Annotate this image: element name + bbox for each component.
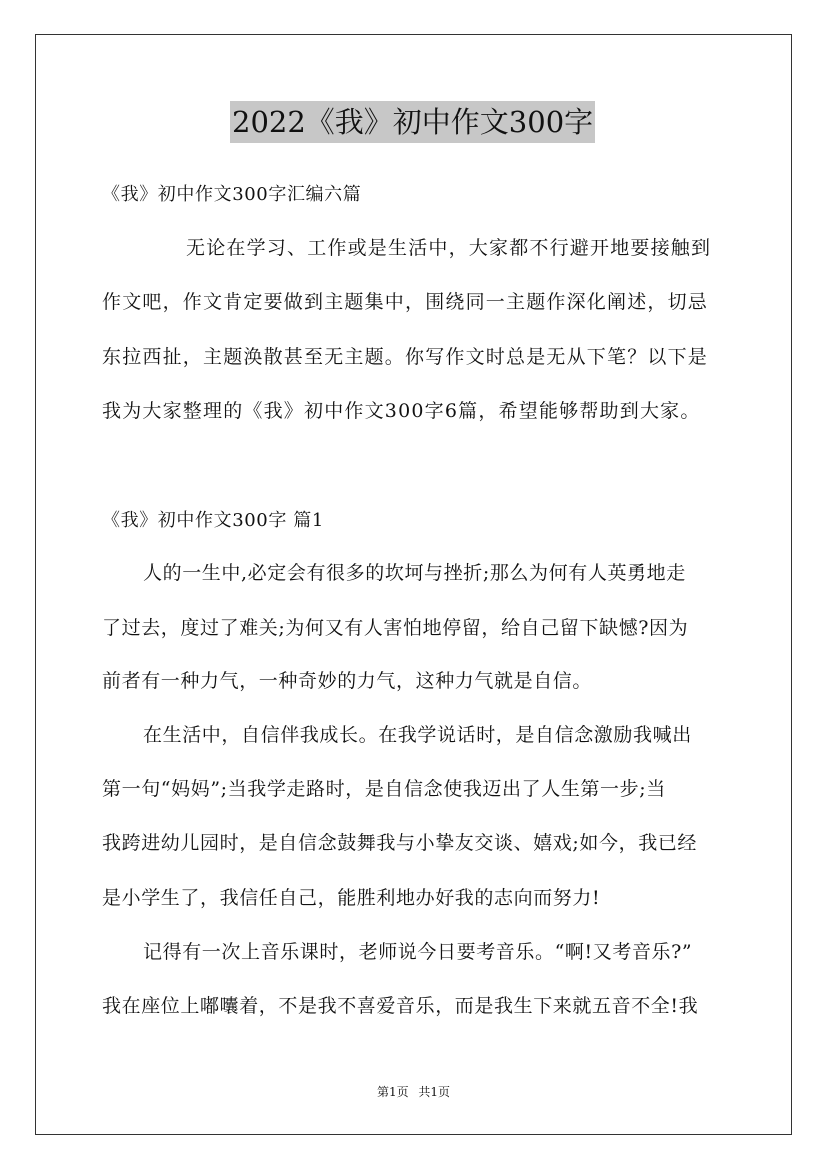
intro-line: 无论在学习、工作或是生活中，大家都不行避开地要接触到: [186, 237, 712, 259]
body-line: 我在座位上嘟囔着，不是我不喜爱音乐，而是我生下来就五音不全!我: [102, 995, 699, 1017]
body-line: 了过去，度过了难关;为何又有人害怕地停留，给自己留下缺憾?因为: [102, 617, 689, 639]
page-number: 第1页: [376, 1085, 409, 1099]
body-line: 人的一生中,必定会有很多的坎坷与挫折;那么为何有人英勇地走: [143, 562, 686, 584]
body-line: 我跨进幼儿园时，是自信念鼓舞我与小挚友交谈、嬉戏;如今，我已经: [102, 832, 698, 854]
body-line: 第一句“妈妈”;当我学走路时，是自信念使我迈出了人生第一步;当: [102, 778, 666, 800]
page-footer: [0, 1084, 827, 1100]
page-total: 共1页: [418, 1085, 451, 1099]
intro-line: 作文吧，作文肯定要做到主题集中，围绕同一主题作深化阐述，切忌: [102, 291, 709, 313]
body-line: 在生活中，自信伴我成长。在我学说话时，是自信念激励我喊出: [143, 724, 692, 746]
body-line: 记得有一次上音乐课时，老师说今日要考音乐。“啊!又考音乐?”: [143, 941, 693, 963]
intro-line: 我为大家整理的《我》初中作文300字6篇，希望能够帮助到大家。: [102, 400, 701, 422]
body-line: 是小学生了，我信任自己，能胜利地办好我的志向而努力!: [102, 887, 601, 909]
body-line: 前者有一种力气，一种奇妙的力气，这种力气就是自信。: [102, 670, 593, 692]
intro-line: 东拉西扯，主题涣散甚至无主题。你写作文时总是无从下笔？以下是: [102, 346, 709, 368]
document-subtitle: 《我》初中作文300字汇编六篇: [102, 184, 362, 205]
section-heading: 《我》初中作文300字 篇1: [102, 510, 324, 531]
document-title: 2022《我》初中作文300字: [230, 101, 595, 143]
